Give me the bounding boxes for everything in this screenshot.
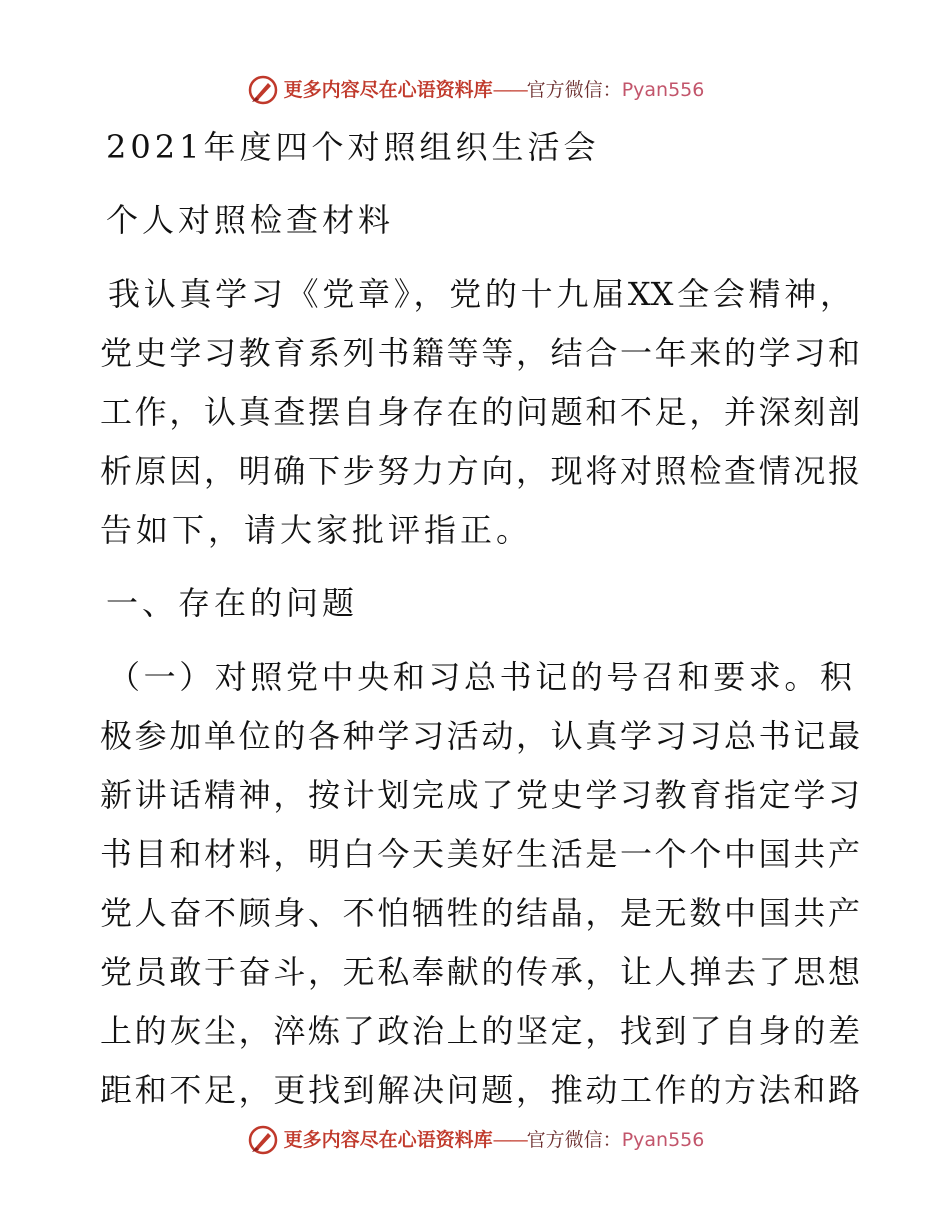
watermark-banner-bottom <box>0 1120 950 1160</box>
title-line-2: 个人对照检查材料 <box>106 201 395 239</box>
watermark-text <box>284 73 705 107</box>
watermark-banner-top <box>0 70 950 110</box>
watermark-label: 官方微信： <box>526 1129 622 1151</box>
watermark-text <box>284 1123 705 1157</box>
para-line: 距和不足，更找到解决问题，推动工作的方法和路 <box>100 1071 860 1109</box>
para-line: 党员敢于奋斗，无私奉献的传承，让人掸去了思想 <box>100 953 860 991</box>
pen-logo-icon <box>246 73 280 107</box>
title-line-1: 2021年度四个对照组织生活会 <box>106 128 600 166</box>
section-heading: 一、存在的问题 <box>106 584 359 622</box>
watermark-label: 官方微信： <box>526 79 622 101</box>
watermark-dash: —— <box>492 79 527 101</box>
watermark-site-text: 更多内容尽在心语资料库 <box>283 79 493 101</box>
watermark-dash: —— <box>492 1129 527 1151</box>
para-line: （一）对照党中央和习总书记的号召和要求。积 <box>108 658 852 696</box>
para-line: 新讲话精神，按计划完成了党史学习教育指定学习 <box>100 776 860 814</box>
para-line: 上的灰尘，淬炼了政治上的坚定，找到了自身的差 <box>100 1012 860 1050</box>
watermark-id: Pyan556 <box>621 1129 705 1151</box>
pen-logo-icon <box>246 1123 280 1157</box>
para-line: 党人奋不顾身、不怕牺牲的结晶，是无数中国共产 <box>100 894 860 932</box>
watermark-id: Pyan556 <box>621 79 705 101</box>
intro-line: 析原因，明确下步努力方向，现将对照检查情况报 <box>100 452 860 490</box>
intro-line: 党史学习教育系列书籍等等，结合一年来的学习和 <box>100 334 860 372</box>
watermark-site-text: 更多内容尽在心语资料库 <box>283 1129 493 1151</box>
intro-line: 告如下，请大家批评指正。 <box>100 511 533 549</box>
intro-line: 工作，认真查摆自身存在的问题和不足，并深刻剖 <box>100 393 860 431</box>
para-line: 书目和材料，明白今天美好生活是一个个中国共产 <box>100 835 860 873</box>
intro-line: 我认真学习《党章》，党的十九届XX全会精神， <box>108 275 852 313</box>
para-line: 极参加单位的各种学习活动，认真学习习总书记最 <box>100 717 860 755</box>
